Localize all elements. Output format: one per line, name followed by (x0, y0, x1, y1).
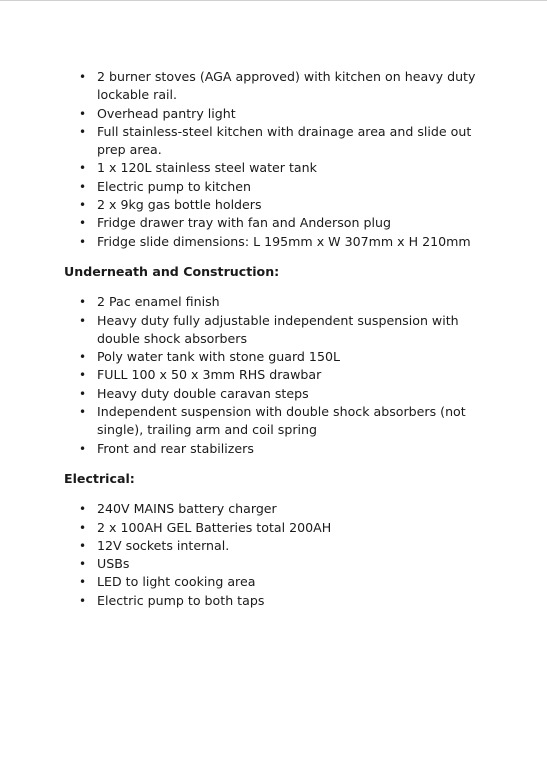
section-heading-underneath: Underneath and Construction: (64, 263, 280, 279)
bullet: • (79, 502, 87, 517)
bullet: • (79, 575, 87, 590)
list-item-text: Heavy duty double caravan steps (97, 385, 309, 401)
list-item (64, 537, 484, 555)
bullet: • (79, 405, 87, 420)
list-item-text: 2 x 100AH GEL Batteries total 200AH (97, 519, 332, 535)
bullet: • (79, 538, 87, 553)
list-item-text: Full stainless-steel kitchen with drainage area and slide out prep area. (97, 123, 472, 158)
list-item-text: USBs (97, 556, 130, 572)
list-item-text: 240V MAINS battery charger (97, 501, 277, 517)
list-item-text: Fridge drawer tray with fan and Anderson plug (97, 215, 391, 231)
list-item (64, 385, 484, 403)
list-item (64, 178, 484, 196)
bullet: • (79, 70, 87, 84)
list-item-text: FULL 100 x 50 x 3mm RHS drawbar (97, 367, 322, 383)
bullet: • (79, 161, 87, 176)
bullet: • (79, 350, 87, 365)
list-item (64, 293, 484, 311)
list-item (64, 440, 484, 458)
list-item (64, 555, 484, 573)
list-item-text: 2 x 9kg gas bottle holders (97, 197, 262, 213)
list-item-text: Independent suspension with double shock absorbers (not single), trailing arm and coil spring (97, 404, 466, 438)
bullet: • (79, 295, 87, 310)
list-item (64, 105, 484, 123)
list-item (64, 403, 484, 440)
list-item-text: 1 x 120L stainless steel water tank (97, 160, 317, 176)
bullet: • (79, 557, 87, 572)
list-item (64, 366, 484, 384)
bullet: • (79, 313, 87, 328)
bullet: • (79, 520, 87, 535)
bullet: • (79, 216, 87, 231)
kitchen-feature-list (64, 68, 484, 251)
list-item-text: 2 Pac enamel finish (97, 294, 220, 310)
list-item (64, 519, 484, 537)
bullet: • (79, 234, 87, 249)
list-item (64, 312, 484, 349)
list-item (64, 123, 484, 160)
list-item-text: Electric pump to kitchen (97, 178, 251, 194)
bullet: • (79, 198, 87, 213)
bullet: • (79, 106, 87, 121)
list-item-text: Front and rear stabilizers (97, 440, 254, 456)
list-item (64, 233, 484, 251)
bullet: • (79, 386, 87, 401)
list-item-text: 2 burner stoves (AGA approved) with kitchen on heavy duty lockable rail. (97, 69, 476, 103)
list-item-text: Poly water tank with stone guard 150L (97, 349, 340, 365)
bullet: • (79, 593, 87, 608)
section-heading-electrical: Electrical: (64, 470, 135, 486)
list-item (64, 592, 484, 610)
bullet: • (79, 179, 87, 194)
list-item-text: 12V sockets internal. (97, 537, 230, 553)
list-item (64, 196, 484, 214)
construction-feature-list (64, 293, 484, 458)
bullet: • (79, 124, 87, 139)
list-item-text: Heavy duty fully adjustable independent suspension with double shock absorbers (97, 312, 459, 346)
bullet: • (79, 441, 87, 456)
list-item-text: Overhead pantry light (97, 105, 236, 121)
list-item-text: Fridge slide dimensions: L 195mm x W 307mm x H 210mm (97, 233, 471, 249)
list-item-text: LED to light cooking area (97, 574, 256, 590)
list-item (64, 500, 484, 518)
page-top-border (0, 0, 547, 1)
document-body (64, 68, 484, 610)
list-item-text: Electric pump to both taps (97, 592, 265, 608)
list-item (64, 214, 484, 232)
bullet: • (79, 368, 87, 383)
list-item (64, 348, 484, 366)
list-item (64, 159, 484, 177)
list-item (64, 68, 484, 105)
list-item (64, 573, 484, 591)
electrical-feature-list (64, 500, 484, 610)
